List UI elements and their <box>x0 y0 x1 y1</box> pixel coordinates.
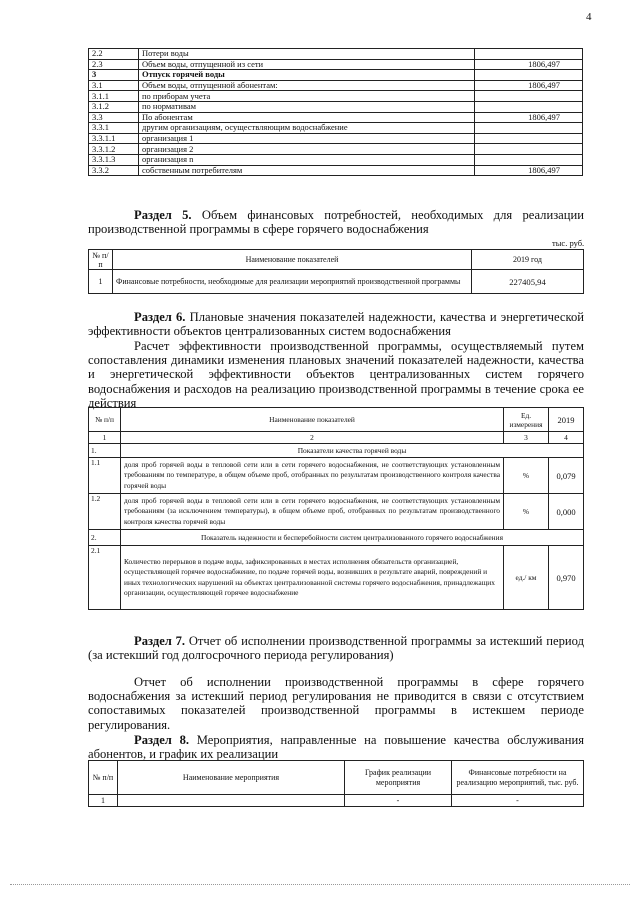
ind-h-name: Наименование показателей <box>121 408 504 432</box>
water-row-name: организация 2 <box>139 144 475 155</box>
water-row <box>89 59 583 70</box>
water-volume-table <box>88 48 583 176</box>
meas-row-num: 1 <box>89 795 118 807</box>
finance-row-num: 1 <box>89 270 113 294</box>
ind-n2: 2 <box>121 432 504 444</box>
water-row <box>89 91 583 102</box>
section6-paragraph: Расчет эффективности производственной программы, осуществляемый путем сопоставления динамики изменения плановых значений показателей надежности, качества и энергетической эффективности объектов централизованных систем горячего водоснабжения и расходов на реализацию производственной программы в течение срока ее действия <box>88 339 584 410</box>
meas-h-name: Наименование мероприятия <box>118 761 345 795</box>
section7-paragraph: Отчет об исполнении производственной программы в сфере горячего водоснабжения за истекший период регулирования не приводится в связи с отсутствием сопоставимых показателей производственной программы в истекшем периоде регулирования. <box>88 675 584 732</box>
water-row-value <box>475 91 583 102</box>
ind-r12-num: 1.2 <box>89 494 121 530</box>
section5-title <box>88 208 584 236</box>
water-row-value: 1806,497 <box>475 80 583 91</box>
water-row-value <box>475 133 583 144</box>
meas-h-finance: Финансовые потребности на реализацию мероприятий, тыс. руб. <box>452 761 584 795</box>
section5-unit: тыс. руб. <box>552 238 585 248</box>
meas-row-schedule: - <box>345 795 452 807</box>
section8-title <box>88 733 584 761</box>
water-row-num: 3.3.1.3 <box>89 154 139 165</box>
water-row-num: 3.1.2 <box>89 101 139 112</box>
page-number: 4 <box>586 11 592 23</box>
meas-row-finance: - <box>452 795 584 807</box>
water-row-num: 3 <box>89 70 139 81</box>
ind-r11-value: 0,079 <box>549 458 584 494</box>
water-row-name: По абонентам <box>139 112 475 123</box>
water-row-value: 1806,497 <box>475 59 583 70</box>
water-row-name: по нормативам <box>139 101 475 112</box>
section6-text: Плановые значения показателей надежности, качества и энергетической эффективности объектов централизованных систем водоснабжения <box>88 310 584 339</box>
water-row <box>89 80 583 91</box>
section6-heading: Раздел 6. <box>134 310 186 324</box>
ind-r21-unit: ед./ км <box>504 546 549 610</box>
ind-r21-num: 2.1 <box>89 546 121 610</box>
water-row-num: 3.3.1.1 <box>89 133 139 144</box>
water-row-num: 2.3 <box>89 59 139 70</box>
meas-h-num: № п/п <box>89 761 118 795</box>
ind-g1-num: 1. <box>89 444 121 458</box>
ind-r11-name: доля проб горячей воды в тепловой сети или в сети горячего водоснабжения, не соответствующих установленным требованиям по температуре, в общем объеме проб, отобранных по результатам производственного контроля качества горячей воды <box>121 458 504 494</box>
water-row-name: Объем воды, отпущенной из сети <box>139 59 475 70</box>
ind-r11-unit: % <box>504 458 549 494</box>
water-row <box>89 123 583 134</box>
finance-table <box>88 249 584 294</box>
ind-r21-name: Количество перерывов в подаче воды, зафиксированных в местах исполнения обязательств организацией, осуществляющей горячее водоснабжение, по подаче горячей воды, возникших в результате аварий, повреждений и иных технологических нарушений на объектах централизованной системы горячего водоснабжения, принадлежащих организации, осуществляющей горячее водоснабжение <box>121 546 504 610</box>
finance-row-name: Финансовые потребности, необходимые для реализации мероприятий производственной программы <box>113 270 472 294</box>
section7-heading: Раздел 7. <box>134 634 186 648</box>
water-row <box>89 101 583 112</box>
water-row-num: 3.3.2 <box>89 165 139 176</box>
water-row-value <box>475 123 583 134</box>
water-row-num: 3.3 <box>89 112 139 123</box>
water-row-name: собственным потребителям <box>139 165 475 176</box>
water-row-name: Объем воды, отпущенной абонентам: <box>139 80 475 91</box>
ind-r11-num: 1.1 <box>89 458 121 494</box>
water-row-value: 1806,497 <box>475 165 583 176</box>
ind-h-num: № п/п <box>89 408 121 432</box>
measures-table <box>88 760 584 807</box>
ind-r12-name: доля проб горячей воды в тепловой сети или в сети горячего водоснабжения, не соответствующих установленным требованиям (за исключением температуры), в общем объеме проб, отобранных по результатам производственного контроля качества горячей воды <box>121 494 504 530</box>
ind-g1-title: Показатели качества горячей воды <box>121 444 584 458</box>
water-row-name: Потери воды <box>139 49 475 60</box>
ind-n3: 3 <box>504 432 549 444</box>
ind-n4: 4 <box>549 432 584 444</box>
water-row <box>89 112 583 123</box>
ind-g2-num: 2. <box>89 530 121 546</box>
water-row-name: Отпуск горячей воды <box>139 70 475 81</box>
ind-n1: 1 <box>89 432 121 444</box>
water-row <box>89 70 583 81</box>
water-row-num: 3.1.1 <box>89 91 139 102</box>
ind-h-unit: Ед. измерения <box>504 408 549 432</box>
ind-g2-title: Показатель надежности и бесперебойности систем централизованного горячего водоснабжения <box>121 530 584 546</box>
footer-divider <box>10 884 630 885</box>
water-row-value <box>475 154 583 165</box>
water-row <box>89 133 583 144</box>
water-row <box>89 154 583 165</box>
section6-title <box>88 310 584 338</box>
water-row <box>89 144 583 155</box>
ind-r12-unit: % <box>504 494 549 530</box>
finance-col-name: Наименование показателей <box>113 250 472 270</box>
water-row-value: 1806,497 <box>475 112 583 123</box>
finance-col-year: 2019 год <box>472 250 584 270</box>
water-row-value <box>475 49 583 60</box>
section5-text: Объем финансовых потребностей, необходимых для реализации производственной программы в сфере горячего водоснабжения <box>88 208 584 237</box>
water-row-num: 3.3.1 <box>89 123 139 134</box>
indicators-table <box>88 407 584 610</box>
section7-text: Отчет об исполнении производственной программы за истекший период (за истекший год долгосрочного периода регулирования) <box>88 634 584 663</box>
ind-h-year: 2019 <box>549 408 584 432</box>
section5-heading: Раздел 5. <box>134 208 192 222</box>
meas-row-name <box>118 795 345 807</box>
water-row-name: организация 1 <box>139 133 475 144</box>
section8-text: Мероприятия, направленные на повышение качества обслуживания абонентов, и график их реализации <box>88 733 584 762</box>
ind-r21-value: 0,970 <box>549 546 584 610</box>
water-row-num: 2.2 <box>89 49 139 60</box>
water-row-value <box>475 144 583 155</box>
water-row-name: организация n <box>139 154 475 165</box>
water-row-name: другим организациям, осуществляющим водоснабжение <box>139 123 475 134</box>
section8-heading: Раздел 8. <box>134 733 190 747</box>
water-row-value <box>475 70 583 81</box>
section7-title <box>88 634 584 662</box>
water-row-value <box>475 101 583 112</box>
finance-row-value: 227405,94 <box>472 270 584 294</box>
water-row <box>89 49 583 60</box>
water-row-name: по приборам учета <box>139 91 475 102</box>
ind-r12-value: 0,000 <box>549 494 584 530</box>
water-row-num: 3.3.1.2 <box>89 144 139 155</box>
water-row-num: 3.1 <box>89 80 139 91</box>
finance-col-num: № п/п <box>89 250 113 270</box>
water-row <box>89 165 583 176</box>
meas-h-schedule: График реализации мероприятия <box>345 761 452 795</box>
